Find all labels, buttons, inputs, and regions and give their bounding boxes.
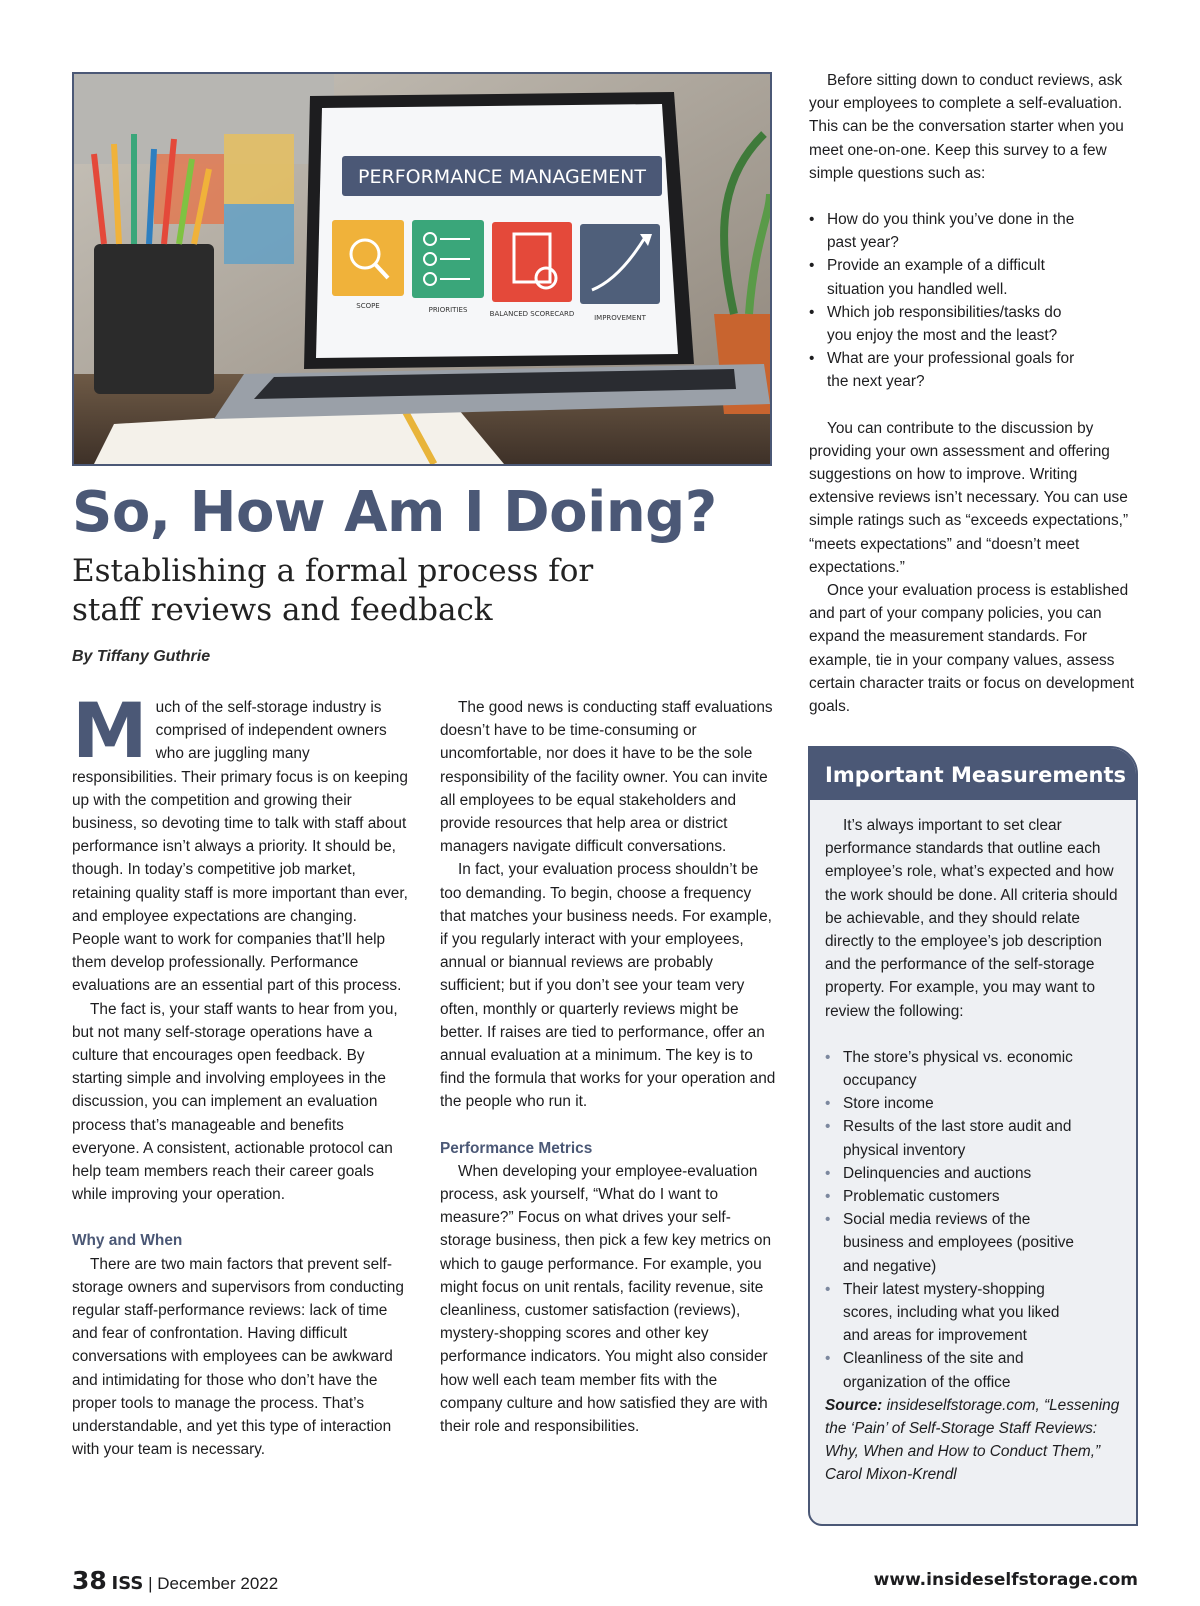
tile-label-scorecard: BALANCED SCORECARD [489,310,575,318]
list-item: • What are your professional goals for the next year? [809,347,1079,393]
sidebar-box [808,746,1138,1526]
list-item: • Provide an example of a difficult situation you handled well. [809,254,1079,300]
paragraph: Once your evaluation process is established and part of your company policies, you can expand the measurement standards. For example, tie in your company values, assess certain character traits or focus on development goals. [809,582,1135,716]
magazine-name: ISS [111,1573,144,1594]
list-item: • Delinquencies and auctions [825,1162,1075,1185]
subhead-performance-metrics: Performance Metrics [440,1139,593,1157]
list-item: • The store’s physical vs. economic occupancy [825,1046,1075,1092]
tile-label-improvement: IMPROVEMENT [594,314,646,322]
measurement-list [825,1046,1075,1394]
list-item: • Social media reviews of the business and employees (positive and negative) [825,1208,1075,1278]
sidebar-intro: It’s always important to set clear performance standards that outline each employee’s role, what’s expected and how the work should be done. All criteria should be achievable, and they should relate directly to the employee’s job description and the performance of the self-storage property. For example, you may want to review the following: [825,817,1118,1020]
screen-title: PERFORMANCE MANAGEMENT [358,166,646,188]
list-item: • Which job responsibilities/tasks do you enjoy the most and the least? [809,301,1079,347]
paragraph: You can contribute to the discussion by providing your own assessment and offering suggestions on how to improve. Writing extensive reviews isn’t necessary. You can use simple ratings such as “exceeds expectations,” “meets expectations” and “doesn’t meet expectations.” [809,419,1129,576]
footer-left [72,1566,278,1595]
byline: By Tiffany Guthrie [72,648,211,665]
paragraph: Before sitting down to conduct reviews, ask your employees to complete a self-evaluation. This can be the conversation starter when you meet one-on-one. Keep this survey to a few simple questions such as: [809,72,1124,182]
paragraph: The fact is, your staff wants to hear from you, but not many self-storage operations have a culture that encourages open feedback. By starting simple and involving employees in the discussion, you can implement an evaluation process that’s manageable and benefits everyone. A consistent, actionable protocol can help team members reach their career goals while improving your operation. [72,1000,398,1204]
subhead-why-and-when: Why and When [72,1232,183,1250]
subtitle: Establishing a formal process for staff reviews and feedback [72,553,594,628]
issue-date: December 2022 [157,1574,279,1593]
opening-paragraph [72,686,408,998]
list-item: • Cleanliness of the site and organization of the office [825,1347,1075,1393]
website-link[interactable]: www.insideselfstorage.com [873,1570,1138,1590]
paragraph: The good news is conducting staff evaluations doesn’t have to be time-consuming or uncomfortable, nor does it have to be the sole responsibility of the facility owner. You can invite all employees to be equal stakeholders and provide resources that help area or district managers navigate difficult conversations. [440,699,773,856]
tile-label-scope: SCOPE [356,302,380,310]
source-citation [825,1394,1121,1487]
list-item: • Store income [825,1092,1075,1115]
drop-cap: M [72,686,148,775]
laptop-illustration [74,74,770,464]
article-column-2 [440,696,776,1438]
paragraph: There are two main factors that prevent self-storage owners and supervisors from conducting regular staff-performance reviews: lack of time and fear of confrontation. Having difficult conversations with employees can be awkward and intimidating for those who don’t have the proper tools to manage the process. That’s understandable, and yet this type of interaction with your team is necessary. [72,1255,404,1459]
headline: So, How Am I Doing? [72,480,717,545]
scope-tile [332,220,404,296]
list-item: • Results of the last store audit and physical inventory [825,1115,1075,1161]
list-item: • Their latest mystery-shopping scores, including what you liked and areas for improvement [825,1278,1075,1348]
source-text: insideselfstorage.com, “Lessening the ‘Pain’ of Self-Storage Staff Reviews: Why, When and How to Conduct Them,” Carol Mixon-Krendl [825,1396,1120,1484]
article-column-1 [72,686,408,1462]
sidebar-body [810,800,1136,1487]
hero-image [72,72,772,466]
article-column-3 [809,69,1139,718]
sidebar-title: Important Measurements [810,748,1136,800]
page-number: 38 [72,1566,107,1595]
source-label: Source: [825,1396,883,1414]
paragraph: When developing your employee-evaluation process, ask yourself, “What do I want to measure?” Focus on what drives your self-storage business, then pick a few key metrics on which to gauge performance. For example, you might focus on unit rentals, facility revenue, site cleanliness, customer satisfaction (reviews), mystery-shopping scores and other key performance indicators. You might also consider how well each team member fits with the company culture and how satisfied they are with their role and responsibilities. [440,1162,772,1436]
question-list [809,208,1079,394]
footer-separator: | [148,1574,153,1593]
list-item: • How do you think you’ve done in the past year? [809,208,1079,254]
tile-label-priorities: PRIORITIES [428,306,468,314]
opening-text: uch of the self-storage industry is comprised of independent owners who are juggling many responsibilities. Their primary focus is on keeping up with the competition and growing their business, so devoting time to talk with staff about performance isn’t always a priority. It should be, though. In today’s competitive job market, retaining quality staff is more important than ever, and employee expectations are changing. People want to work for companies that’ll help them develop professionally. Performance evaluations are an essential part of this process. [72,699,408,995]
paragraph: In fact, your evaluation process shouldn’t be too demanding. To begin, choose a frequency that matches your business needs. For example, if you regularly interact with your employees, annual or biannual reviews are probably sufficient; but if you don’t see your team very often, monthly or quarterly reviews might be better. If raises are tied to performance, offer an annual evaluation at a minimum. The key is to find the formula that works for your operation and the people who run it. [440,861,776,1111]
list-item: • Problematic customers [825,1185,1075,1208]
